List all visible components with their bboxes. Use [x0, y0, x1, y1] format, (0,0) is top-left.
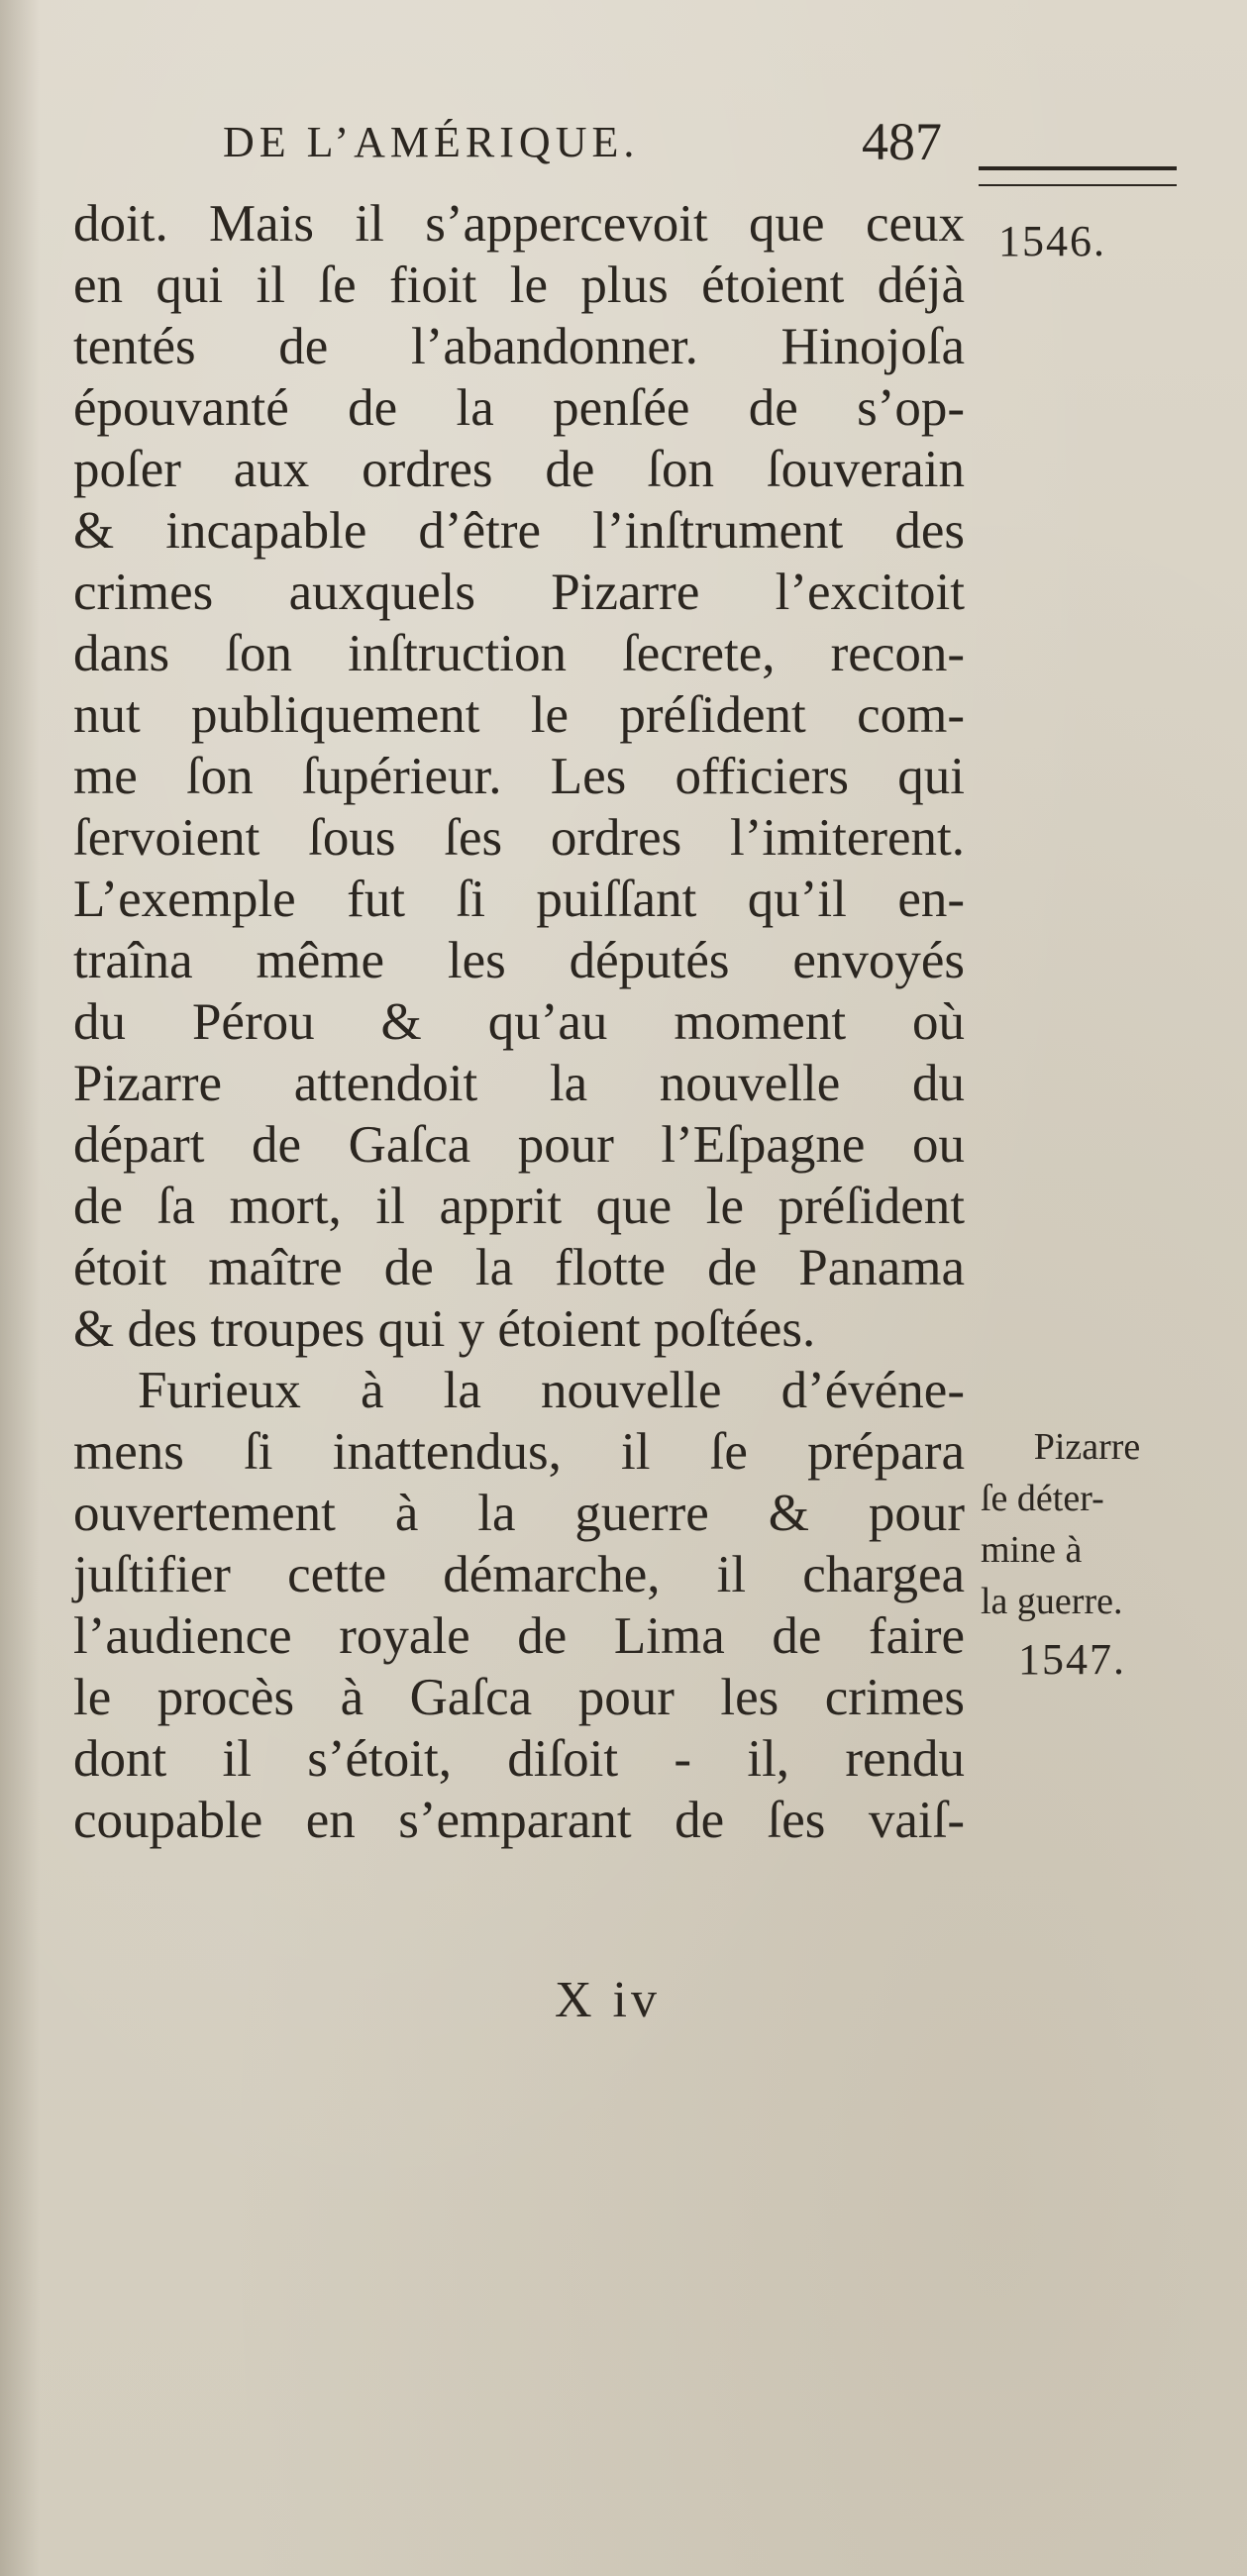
text-line: tentés de l’abandonner. Hinojoſa: [73, 318, 965, 375]
header-rule: [979, 166, 1177, 186]
text-line: du Pérou & qu’au moment où: [73, 993, 965, 1051]
text-line: ouvertement à la guerre & pour: [73, 1485, 965, 1542]
text-line: mens ſi inattendus, il ſe prépara: [73, 1423, 965, 1481]
text-line: épouvanté de la penſée de s’op-: [73, 379, 965, 437]
margin-note-line: la guerre.: [981, 1581, 1123, 1622]
text-line: ſervoient ſous ſes ordres l’imiterent.: [73, 809, 965, 867]
signature-mark: X iv: [555, 1972, 661, 2028]
text-line: doit. Mais il s’appercevoit que ceux: [73, 195, 965, 253]
text-line: & des troupes qui y étoient poſtées.: [73, 1300, 816, 1358]
text-line: L’exemple fut ſi puiſſant qu’il en-: [73, 871, 965, 928]
text-line: crimes auxquels Pizarre l’excitoit: [73, 564, 965, 621]
text-line: juſtifier cette démarche, il chargea: [73, 1546, 965, 1603]
text-line: coupable en s’emparant de ſes vaiſ-: [73, 1792, 965, 1849]
text-line: nut publiquement le préſident com-: [73, 686, 965, 744]
text-line: le procès à Gaſca pour les crimes: [73, 1669, 965, 1726]
margin-note-line: mine à: [981, 1529, 1083, 1571]
text-line: Pizarre attendoit la nouvelle du: [73, 1055, 965, 1112]
margin-year-1546: 1546.: [998, 217, 1106, 265]
margin-note: [981, 1421, 1194, 1627]
margin-year-1547: 1547.: [1018, 1635, 1126, 1684]
text-line: dont il s’étoit, diſoit - il, rendu: [73, 1730, 965, 1788]
running-title: DE L’AMÉRIQUE.: [223, 118, 640, 166]
body-text: [73, 193, 965, 1851]
margin-note-line: ſe déter-: [981, 1478, 1104, 1519]
text-line: en qui il ſe fioit le plus étoient déjà: [73, 257, 965, 314]
gutter-shadow: [0, 0, 40, 2576]
page-number: 487: [862, 112, 942, 171]
margin-note-line: Pizarre: [1033, 1426, 1141, 1468]
text-line: départ de Gaſca pour l’Eſpagne ou: [73, 1116, 965, 1174]
text-line: de ſa mort, il apprit que le préſident: [73, 1178, 965, 1235]
text-line: étoit maître de la flotte de Panama: [73, 1239, 965, 1296]
text-line: traîna même les députés envoyés: [73, 932, 965, 989]
page-header: [223, 112, 976, 176]
text-line: poſer aux ordres de ſon ſouverain: [73, 441, 965, 498]
text-line: l’audience royale de Lima de faire: [73, 1607, 965, 1665]
text-line: dans ſon inſtruction ſecrete, recon-: [73, 625, 965, 682]
text-line: Furieux à la nouvelle d’événe-: [138, 1362, 965, 1419]
text-line: me ſon ſupérieur. Les officiers qui: [73, 748, 965, 805]
text-line: & incapable d’être l’inſtrument des: [73, 502, 965, 560]
